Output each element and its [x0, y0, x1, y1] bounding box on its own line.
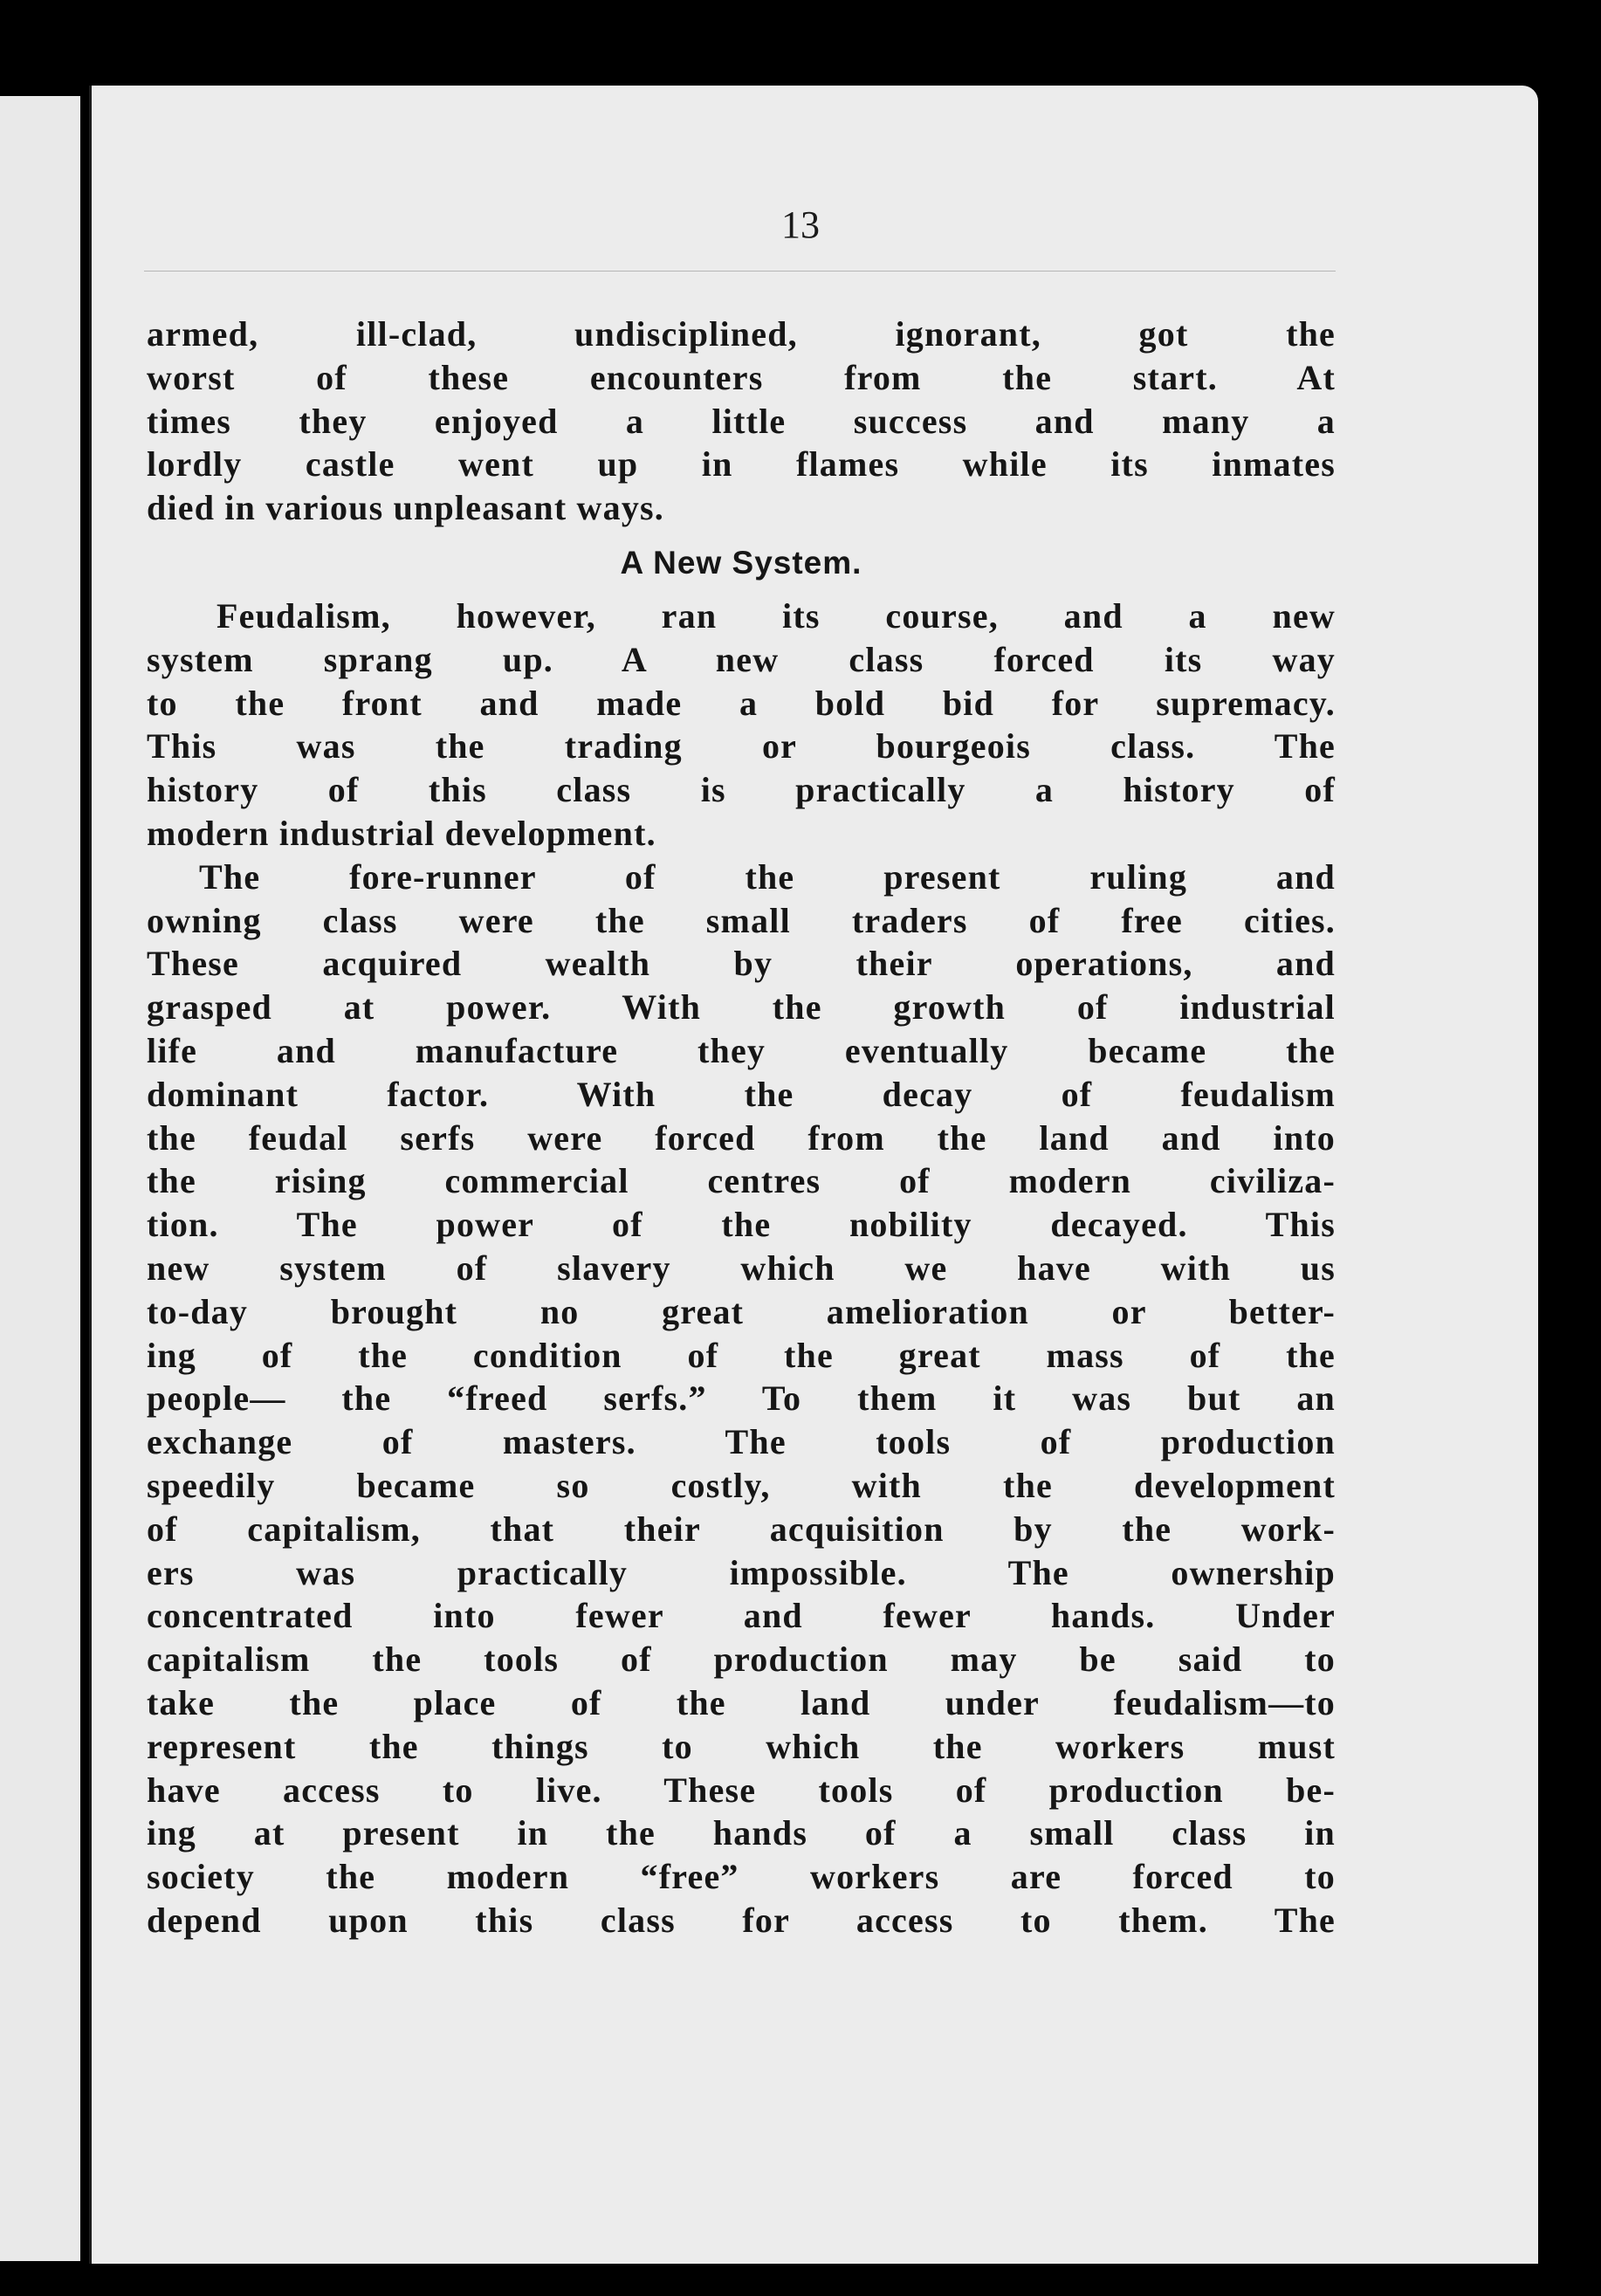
section-heading: A New System. — [620, 544, 862, 581]
paragraph-feudalism — [147, 595, 1336, 856]
text-line: represent the things to which the workers must — [147, 1726, 1336, 1766]
text-line: have access to live. These tools of production be- — [147, 1770, 1336, 1810]
text-line: ers was practically impossible. The ownership — [147, 1552, 1336, 1592]
text-line: Feudalism, however, ran its course, and a new — [216, 595, 1336, 636]
text-line: new system of slavery which we have with us — [147, 1248, 1336, 1288]
text-line: tion. The power of the nobility decayed. This — [147, 1205, 1336, 1245]
text-line: This was the trading or bourgeois class. The — [147, 726, 1336, 766]
text-line: the rising commercial centres of modern civiliza- — [147, 1161, 1336, 1201]
text-line: depend upon this class for access to them. The — [147, 1900, 1336, 1940]
page-number: 13 — [781, 203, 820, 246]
text-line: lordly castle went up in flames while its inmates — [147, 444, 1336, 485]
text-line: ing at present in the hands of a small class in — [147, 1813, 1336, 1853]
text-line: dominant factor. With the decay of feudalism — [147, 1074, 1336, 1114]
paragraph-forerunner — [147, 856, 1336, 1942]
text-line: people— the “freed serfs.” To them it was but an — [147, 1378, 1336, 1419]
text-line: take the place of the land under feudalism—to — [147, 1682, 1336, 1722]
text-line: died in various unpleasant ways. — [147, 488, 664, 528]
text-line: grasped at power. With the growth of industrial — [147, 987, 1336, 1028]
text-line: system sprang up. A new class forced its way — [147, 639, 1336, 679]
text-line: concentrated into fewer and fewer hands. Under — [147, 1596, 1336, 1636]
text-line: modern industrial development. — [147, 813, 656, 853]
text-line: exchange of masters. The tools of production — [147, 1422, 1336, 1462]
text-line: to-day brought no great amelioration or better- — [147, 1291, 1336, 1331]
text-line: history of this class is practically a history of — [147, 770, 1336, 810]
page-body — [147, 313, 1336, 1942]
text-line: These acquired wealth by their operations, and — [147, 944, 1336, 984]
left-page-edge — [0, 96, 80, 2261]
header-rule — [144, 271, 1336, 272]
text-line: society the modern “free” workers are forced to — [147, 1857, 1336, 1897]
text-line: life and manufacture they eventually became the — [147, 1030, 1336, 1070]
text-line: the feudal serfs were forced from the land and into — [147, 1117, 1336, 1158]
text-line: worst of these encounters from the start. At — [147, 357, 1336, 397]
text-line: owning class were the small traders of free cities. — [147, 900, 1336, 940]
text-line: speedily became so costly, with the development — [147, 1465, 1336, 1505]
text-line: times they enjoyed a little success and many a — [147, 401, 1336, 441]
text-line: of capitalism, that their acquisition by the work- — [147, 1509, 1336, 1549]
text-line: ing of the condition of the great mass of the — [147, 1335, 1336, 1375]
text-line: The fore-runner of the present ruling and — [199, 856, 1336, 897]
text-line: armed, ill-clad, undisciplined, ignorant, got the — [147, 314, 1336, 354]
paragraph-continuation — [147, 313, 1336, 530]
text-line: to the front and made a bold bid for supremacy. — [147, 683, 1336, 723]
text-line: capitalism the tools of production may be said to — [147, 1640, 1336, 1680]
